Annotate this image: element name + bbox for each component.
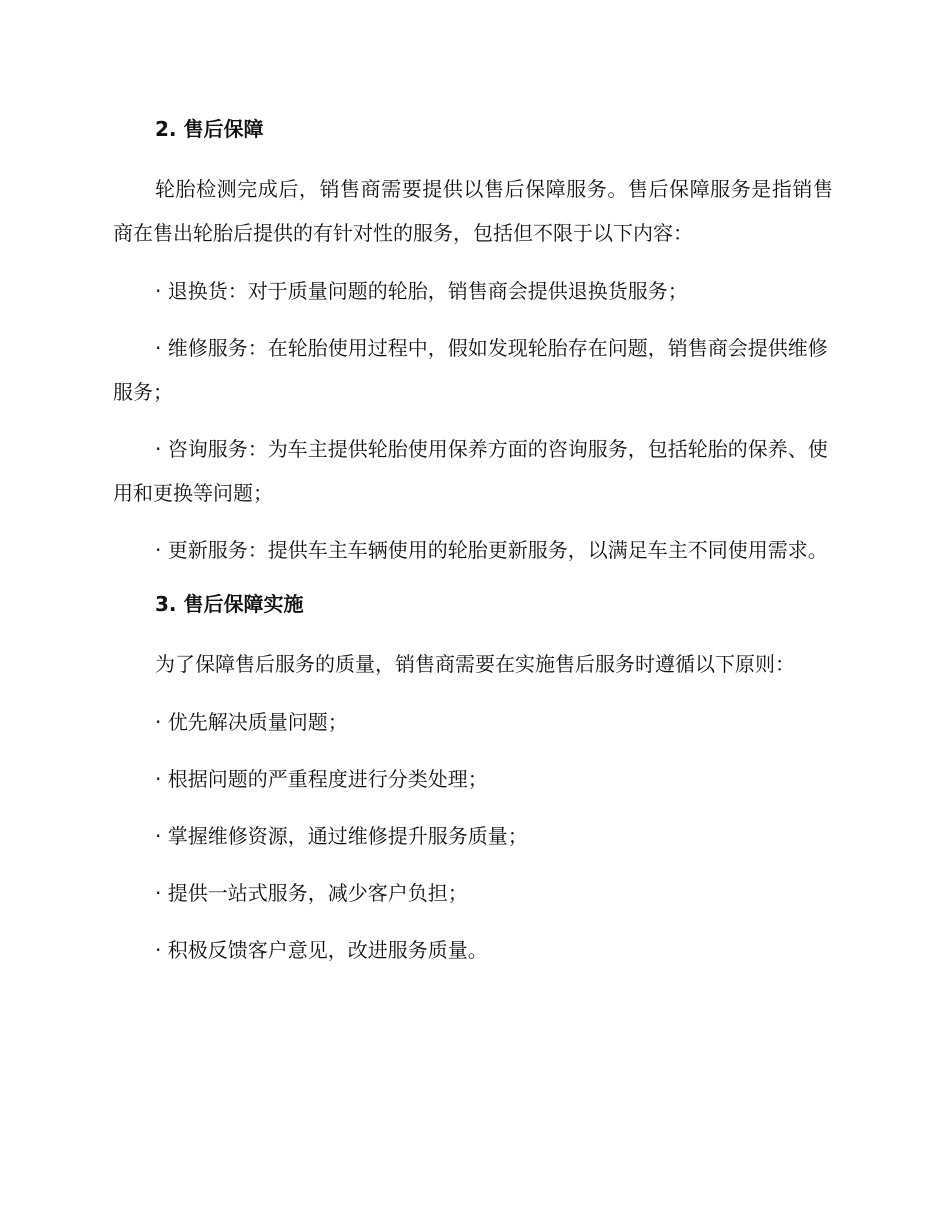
section-heading-after-sales: 2. 售后保障 <box>155 117 264 141</box>
section-intro-after-sales: 轮胎检测完成后，销售商需要提供以售后保障服务。售后保障服务是指销售商在售出轮胎后提供的有针对性的服务，包括但不限于以下内容： <box>113 177 833 245</box>
bullet-item: · 优先解决质量问题； <box>155 710 348 734</box>
section-intro-implementation: 为了保障售后服务的质量，销售商需要在实施售后服务时遵循以下原则： <box>155 652 795 676</box>
bullet-item: · 积极反馈客户意见，改进服务质量。 <box>155 938 488 962</box>
bullet-item: · 根据问题的严重程度进行分类处理； <box>155 767 488 791</box>
bullet-item: · 提供一站式服务，减少客户负担； <box>155 881 468 905</box>
bullet-item: · 更新服务：提供车主车辆使用的轮胎更新服务，以满足车主不同使用需求。 <box>155 538 828 562</box>
section-heading-implementation: 3. 售后保障实施 <box>155 592 304 616</box>
bullet-item: · 维修服务：在轮胎使用过程中，假如发现轮胎存在问题，销售商会提供维修服务； <box>113 336 828 404</box>
bullet-item: · 掌握维修资源，通过维修提升服务质量； <box>155 824 528 848</box>
bullet-item: · 咨询服务：为车主提供轮胎使用保养方面的咨询服务，包括轮胎的保养、使用和更换等问题； <box>113 437 828 505</box>
bullet-item: · 退换货：对于质量问题的轮胎，销售商会提供退换货服务； <box>155 279 688 303</box>
document-body <box>113 110 833 985</box>
